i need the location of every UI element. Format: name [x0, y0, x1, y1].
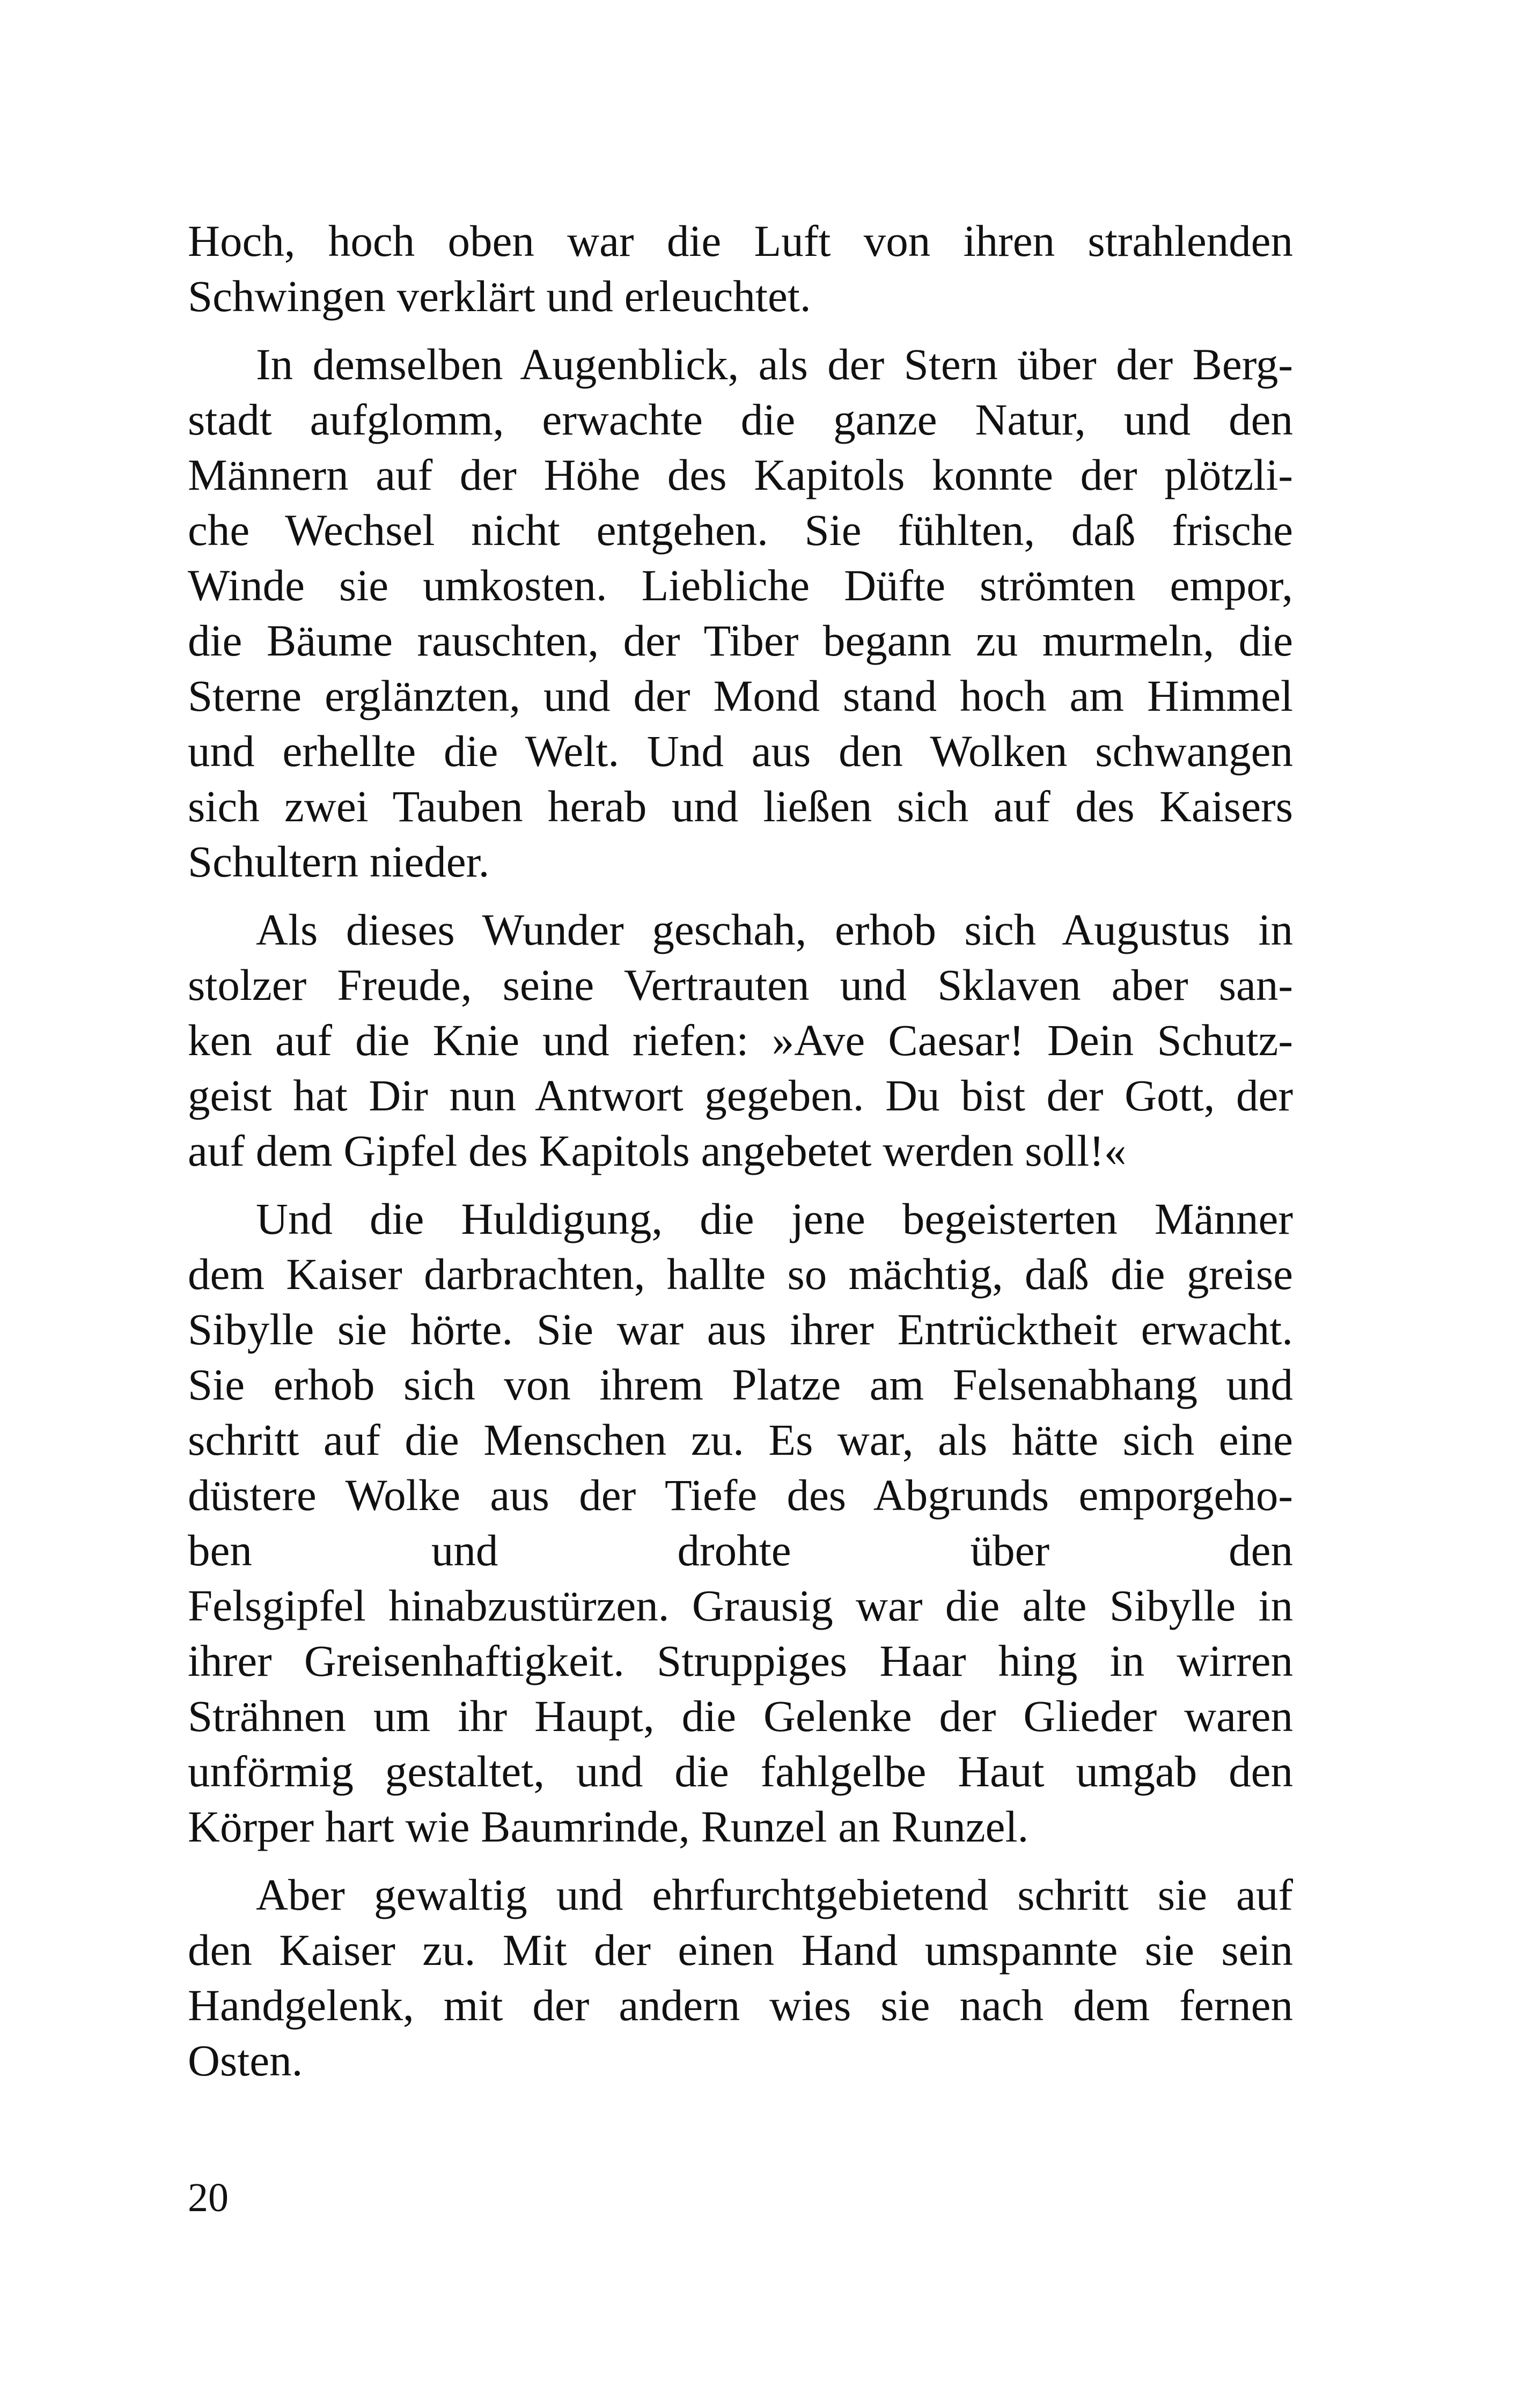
text-line: Als dieses Wunder geschah, erhob sich Augustus in [256, 905, 1293, 954]
text-line: auf dem Gipfel des Kapitols angebetet werden soll!« [188, 1126, 1127, 1175]
text-line: Strähnen um ihr Haupt, die Gelenke der Glieder waren [188, 1691, 1293, 1741]
text-line: Schultern nieder. [188, 837, 490, 886]
paragraph-3 [188, 902, 1293, 1179]
text-line: Sibylle sie hörte. Sie war aus ihrer Entrücktheit erwacht. [188, 1305, 1293, 1354]
page-number: 20 [188, 2175, 229, 2220]
text-line: die Bäume rauschten, der Tiber begann zu murmeln, die [188, 616, 1293, 665]
text-line: ken auf die Knie und riefen: »Ave Caesar! Dein Schutz- [188, 1015, 1293, 1065]
text-line: den Kaiser zu. Mit der einen Hand umspannte sie sein [188, 1925, 1293, 1975]
text-line: düstere Wolke aus der Tiefe des Abgrunds emporgeho- [188, 1470, 1293, 1520]
text-line: ihrer Greisenhaftigkeit. Struppiges Haar hing in wirren [188, 1636, 1293, 1685]
paragraph-4 [188, 1191, 1293, 1854]
text-line: Handgelenk, mit der andern wies sie nach dem fernen [188, 1980, 1293, 2030]
text-line: ben und drohte über den [188, 1526, 1293, 1575]
text-line: stolzer Freude, seine Vertrauten und Sklaven aber san- [188, 960, 1293, 1010]
paragraph-5 [188, 1867, 1293, 2088]
text-line: stadt aufglomm, erwachte die ganze Natur, und den [188, 395, 1293, 444]
text-line: Winde sie umkosten. Liebliche Düfte strömten empor, [188, 561, 1293, 610]
text-line: sich zwei Tauben herab und ließen sich auf des Kaisers [188, 782, 1293, 831]
text-line: In demselben Augenblick, als der Stern über der Berg- [256, 340, 1293, 389]
text-line: Und die Huldigung, die jene begeisterten Männer [256, 1194, 1293, 1243]
text-line: unförmig gestaltet, und die fahlgelbe Haut umgab den [188, 1747, 1293, 1796]
text-line: Männern auf der Höhe des Kapitols konnte der plötzli- [188, 450, 1293, 499]
text-line: Hoch, hoch oben war die Luft von ihren strahlenden [188, 216, 1293, 266]
text-line: dem Kaiser darbrachten, hallte so mächtig, daß die greise [188, 1249, 1293, 1299]
text-line: Osten. [188, 2036, 303, 2085]
paragraph-2 [188, 337, 1293, 889]
text-line: und erhellte die Welt. Und aus den Wolken schwangen [188, 726, 1293, 776]
text-line: schritt auf die Menschen zu. Es war, als hätte sich eine [188, 1415, 1293, 1464]
body-text [188, 213, 1293, 2101]
paragraph-1 [188, 213, 1293, 324]
text-line: Schwingen verklärt und erleuchtet. [188, 271, 811, 321]
text-line: Aber gewaltig und ehrfurchtgebietend schritt sie auf [256, 1870, 1293, 1919]
text-line: Sie erhob sich von ihrem Platze am Felsenabhang und [188, 1360, 1293, 1409]
text-line: Körper hart wie Baumrinde, Runzel an Runzel. [188, 1802, 1029, 1851]
text-line: geist hat Dir nun Antwort gegeben. Du bist der Gott, der [188, 1071, 1293, 1120]
text-line: Felsgipfel hinabzustürzen. Grausig war die alte Sibylle in [188, 1581, 1293, 1630]
text-line: che Wechsel nicht entgehen. Sie fühlten, daß frische [188, 505, 1293, 555]
text-line: Sterne erglänzten, und der Mond stand hoch am Himmel [188, 671, 1293, 720]
